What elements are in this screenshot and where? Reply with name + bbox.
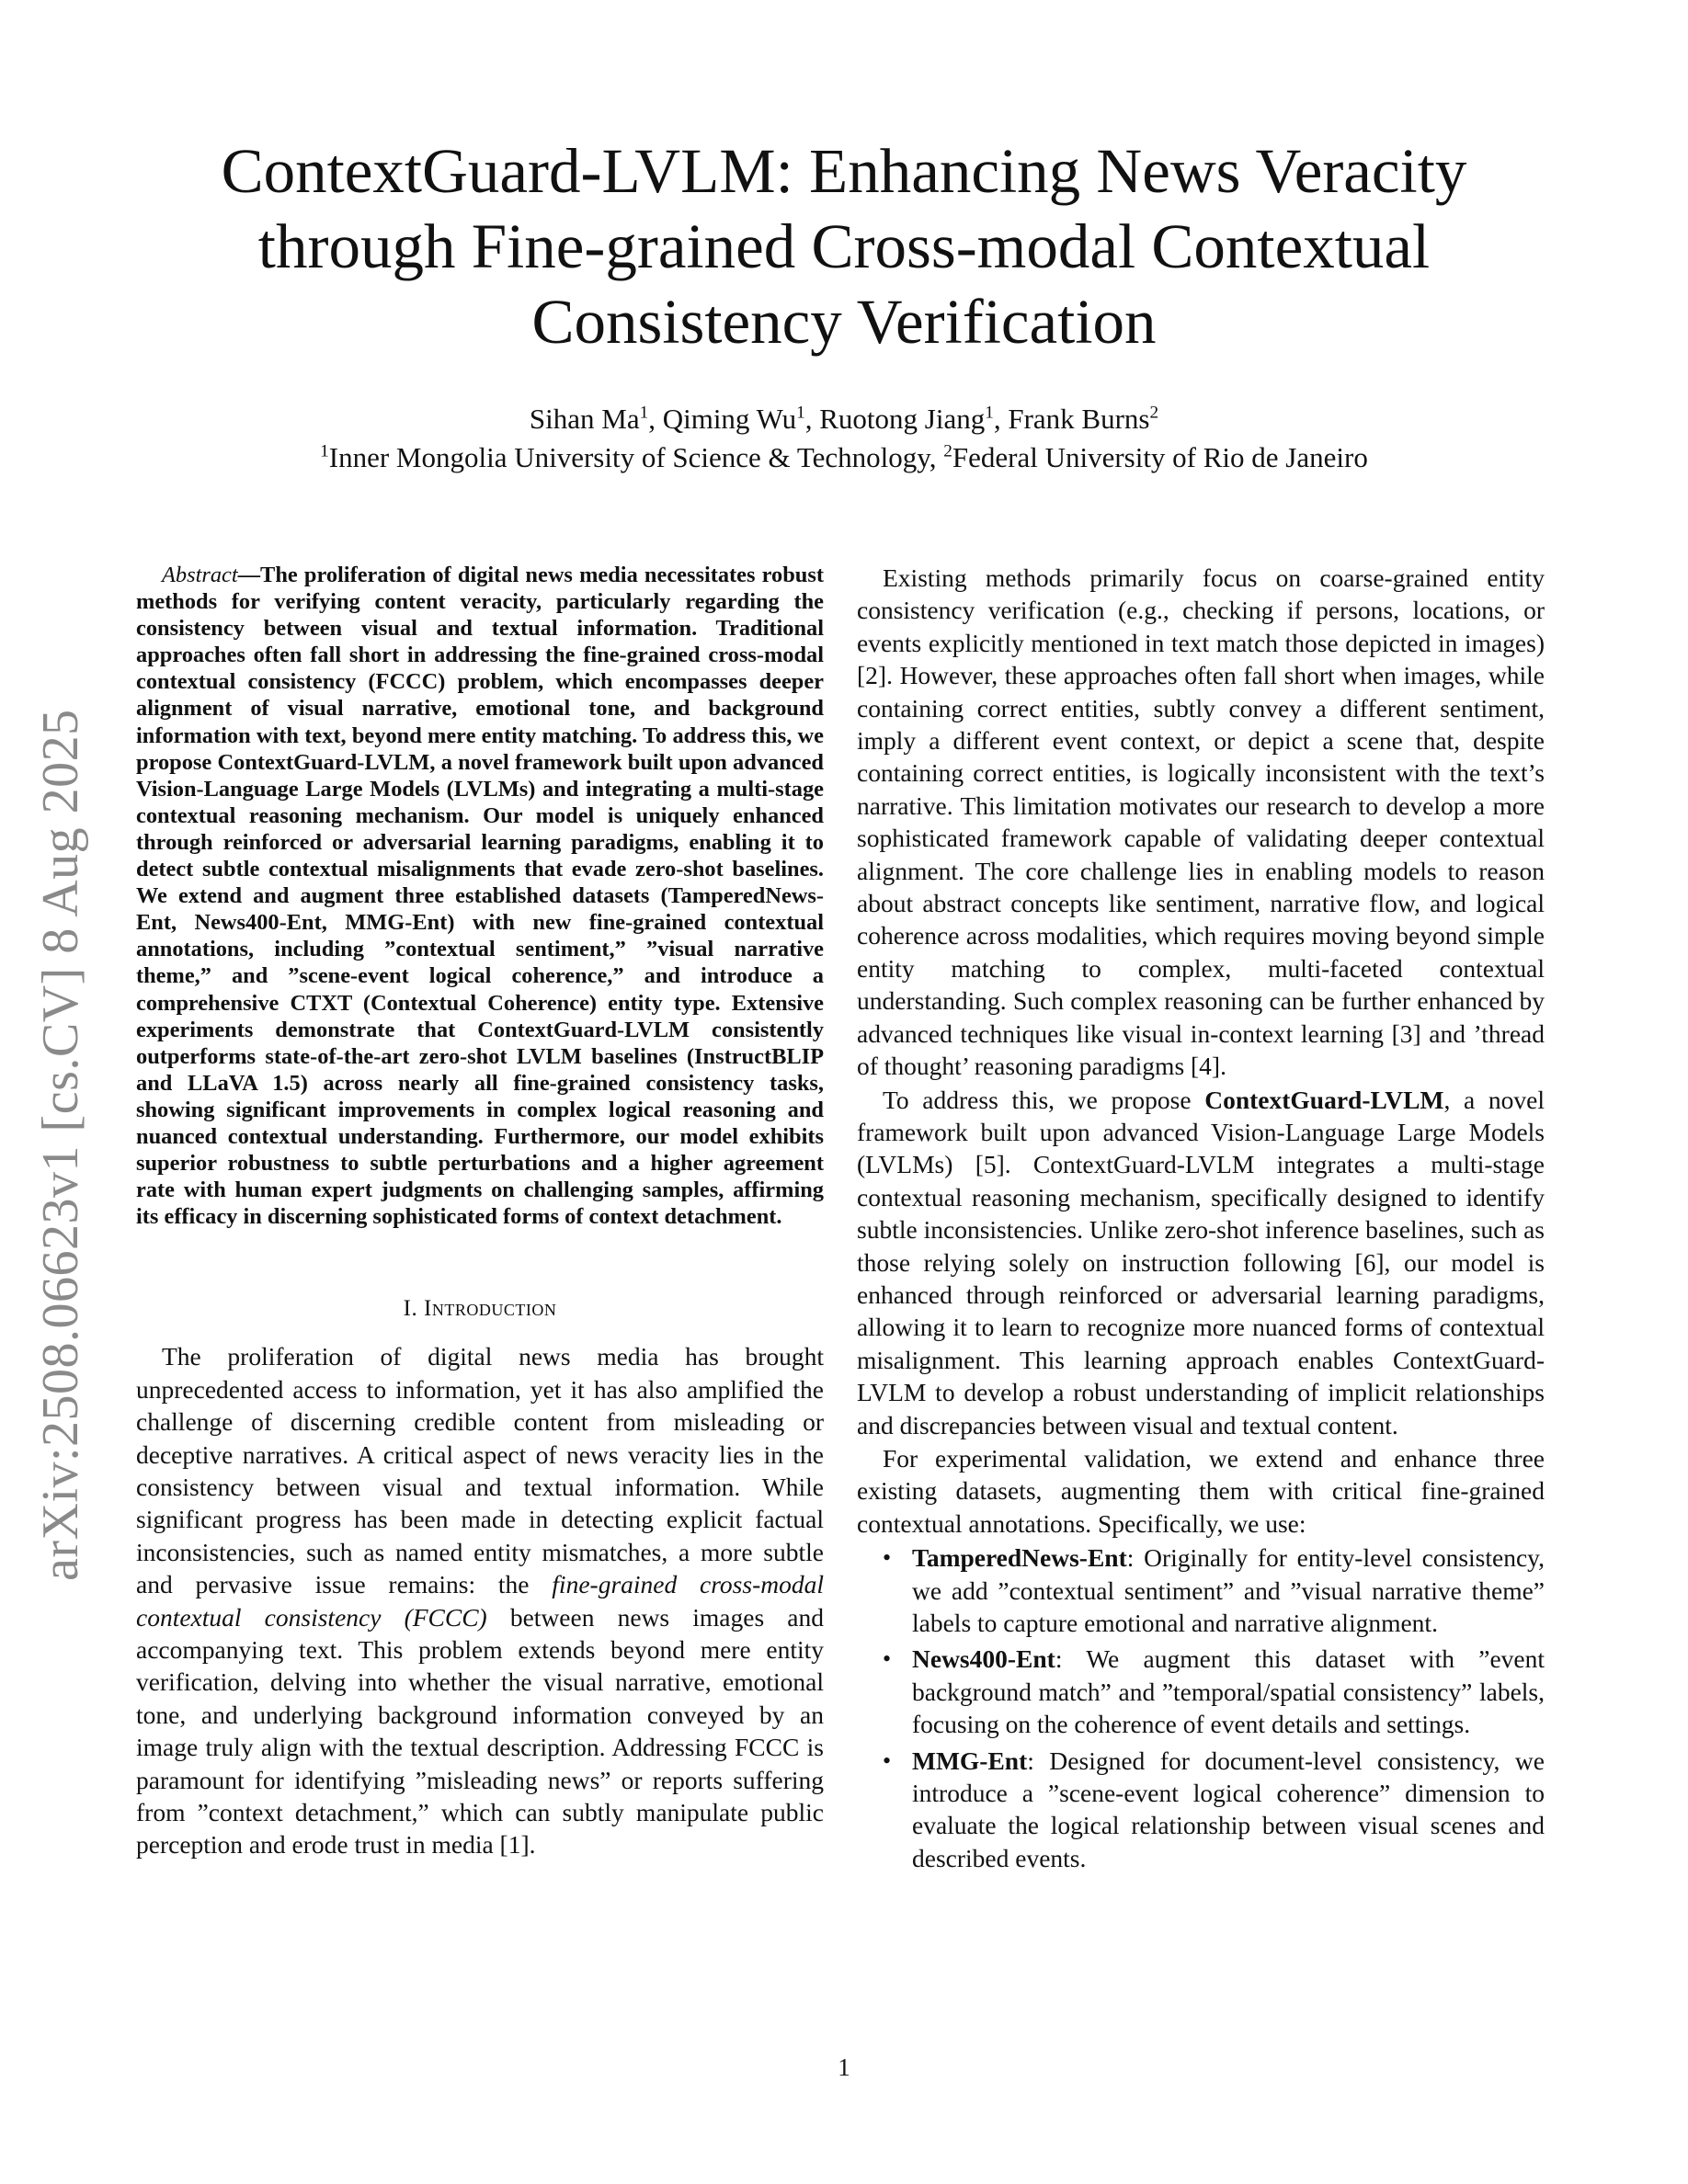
paper-title: ContextGuard-LVLM: Enhancing News Veracity through Fine-grained Cross-modal Contextual Consistency Verification	[221, 136, 1467, 357]
section-heading-introduction: I. Introduction	[403, 1296, 557, 1322]
author: Frank Burns$^2$	[1008, 403, 1159, 435]
abstract: Abstract—The proliferation of digital news media necessitates robust methods for verifying content veracity, particularly regarding the consistency between visual and textual information. Traditional approaches often fall short in addressing the fine-grained cross-modal contextual consistency (FCCC) problem, which encompasses deeper alignment of visual narrative, emotional tone, and background information with text, beyond mere entity matching. To address this, we propose ContextGuard-LVLM, a novel framework built upon advanced Vision-Language Large Models (LVLMs) and integrating a multi-stage contextual reasoning mechanism. Our model is uniquely enhanced through reinforced or adversarial learning paradigms, enabling it to detect subtle contextual misalignments that evade zero-shot baselines. We extend and augment three established datasets (TamperedNews-Ent, News400-Ent, MMG-Ent) with new fine-grained contextual annotations, including ”contextual sentiment,” ”visual narrative theme,” and ”scene-event logical coherence,” and introduce a comprehensive CTXT (Contextual Coherence) entity type. Extensive experiments demonstrate that ContextGuard-LVLM consistently outperforms state-of-the-art zero-shot LVLM baselines (InstructBLIP and LLaVA 1.5) across nearly all fine-grained consistency tasks, showing significant improvements in complex logical reasoning and nuanced contextual understanding. Furthermore, our model exhibits superior robustness to subtle perturbations and a higher agreement rate with human expert judgments on challenging samples, affirming its efficacy in discerning sophisticated forms of context detachment.	[136, 563, 824, 1230]
intro-paragraph-2: Existing methods primarily focus on coarse-grained entity consistency verification (e.g., checking if persons, locations, or events explicitly mentioned in text match those depicted in images) [2]. However, these approaches often fall short when images, while containing correct entities, subtly convey a different sentiment, imply a different event context, or depict a scene that, despite containing correct entities, is logically inconsistent with the text’s narrative. This limitation motivates our research to develop a more sophisticated framework capable of validating deeper contextual alignment. The core challenge lies in enabling models to reason about abstract concepts like sentiment, narrative flow, and logical coherence across modalities, which requires moving beyond simple entity matching to complex, multi-faceted contextual understanding. Such complex reasoning can be further enhanced by advanced techniques like visual in-context learning [3] and ’thread of thought’ reasoning paradigms [4].	[857, 563, 1545, 1081]
affiliation-list	[138, 439, 1550, 476]
affiliation: $^2$Federal University of Rio de Janeiro	[943, 441, 1368, 473]
list-item: • TamperedNews-Ent: Originally for entity-level consistency, we add ”contextual sentiment” and ”visual narrative theme” labels to capture emotional and narrative alignment.	[883, 1543, 1545, 1637]
page-number: 1	[838, 2053, 850, 2081]
intro-paragraph-4: For experimental validation, we extend and enhance three existing datasets, augmenting them with critical fine-grained contextual annotations. Specifically, we use:	[857, 1443, 1545, 1538]
author-list	[138, 401, 1550, 438]
intro-paragraph-1: The proliferation of digital news media has brought unprecedented access to information, yet it has also amplified the challenge of discerning credible content from misleading or deceptive narratives. A critical aspect of news veracity lies in the consistency between visual and textual information. While significant progress has been made in detecting explicit factual inconsistencies, such as named entity mismatches, a more subtle and pervasive issue remains: the fine-grained cross-modal contextual consistency (FCCC) between news images and accompanying text. This problem extends beyond mere entity verification, delving into whether the visual narrative, emotional tone, and underlying background information conveyed by an image truly align with the textual description. Addressing FCCC is paramount for identifying ”misleading news” or reports suffering from ”context detachment,” which can subtly manipulate public perception and erode trust in media [1].	[136, 1342, 824, 1860]
bullet-icon: •	[883, 1544, 892, 1572]
bullet-icon: •	[883, 1746, 892, 1774]
abstract-text: The proliferation of digital news media necessitates robust methods for verifying content veracity, particularly regarding the consistency between visual and textual information. Traditional approaches often fall short in addressing the fine-grained cross-modal contextual consistency (FCCC) problem, which encompasses deeper alignment of visual narrative, emotional tone, and background information with text, beyond mere entity matching. To address this, we propose ContextGuard-LVLM, a novel framework built upon advanced Vision-Language Large Models (LVLMs) and integrating a multi-stage contextual reasoning mechanism. Our model is uniquely enhanced through reinforced or adversarial learning paradigms, enabling it to detect subtle contextual misalignments that evade zero-shot baselines. We extend and augment three established datasets (TamperedNews-Ent, News400-Ent, MMG-Ent) with new fine-grained contextual annotations, including ”contextual sentiment,” ”visual narrative theme,” and ”scene-event logical coherence,” and introduce a comprehensive CTXT (Contextual Coherence) entity type. Extensive experiments demonstrate that ContextGuard-LVLM consistently outperforms state-of-the-art zero-shot LVLM baselines (InstructBLIP and LLaVA 1.5) across nearly all fine-grained consistency tasks, showing significant improvements in complex logical reasoning and nuanced contextual understanding. Furthermore, our model exhibits superior robustness to subtle perturbations and a higher agreement rate with human expert judgments on challenging samples, affirming its efficacy in discerning sophisticated forms of context detachment.	[136, 563, 824, 1230]
dataset-list	[857, 1541, 1545, 1874]
bullet-icon: •	[883, 1645, 892, 1673]
intro-paragraph-3: To address this, we propose ContextGuard-LVLM, a novel framework built upon advanced Vision-Language Large Models (LVLMs) [5]. ContextGuard-LVLM integrates a multi-stage contextual reasoning mechanism, specifically designed to identify subtle inconsistencies. Unlike zero-shot inference baselines, such as those relying solely on instruction following [6], our model is enhanced through reinforced or adversarial learning paradigms, allowing it to learn to recognize more nuanced forms of contextual misalignment. This learning approach enables ContextGuard-LVLM to develop a robust understanding of implicit relationships and discrepancies between visual and textual content.	[857, 1085, 1545, 1439]
author: Qiming Wu$^1$,	[662, 403, 820, 435]
list-item: • News400-Ent: We augment this dataset with ”event background match” and ”temporal/spatial consistency” labels, focusing on the coherence of event details and settings.	[883, 1644, 1545, 1739]
left-column	[136, 562, 824, 1861]
author: Sihan Ma$^1$,	[529, 403, 663, 435]
abstract-label: Abstract	[162, 563, 238, 587]
affiliation: $^1$Inner Mongolia University of Science & Technology,	[320, 441, 944, 473]
right-column	[857, 562, 1545, 1878]
arxiv-identifier-stamp: arXiv:2508.06623v1 [cs.CV] 8 Aug 2025	[32, 709, 89, 1581]
list-item: • MMG-Ent: Designed for document-level consistency, we introduce a ”scene-event logical coherence” dimension to evaluate the logical relationship between visual scenes and described events.	[883, 1746, 1545, 1872]
author: Ruotong Jiang$^1$,	[819, 403, 1009, 435]
